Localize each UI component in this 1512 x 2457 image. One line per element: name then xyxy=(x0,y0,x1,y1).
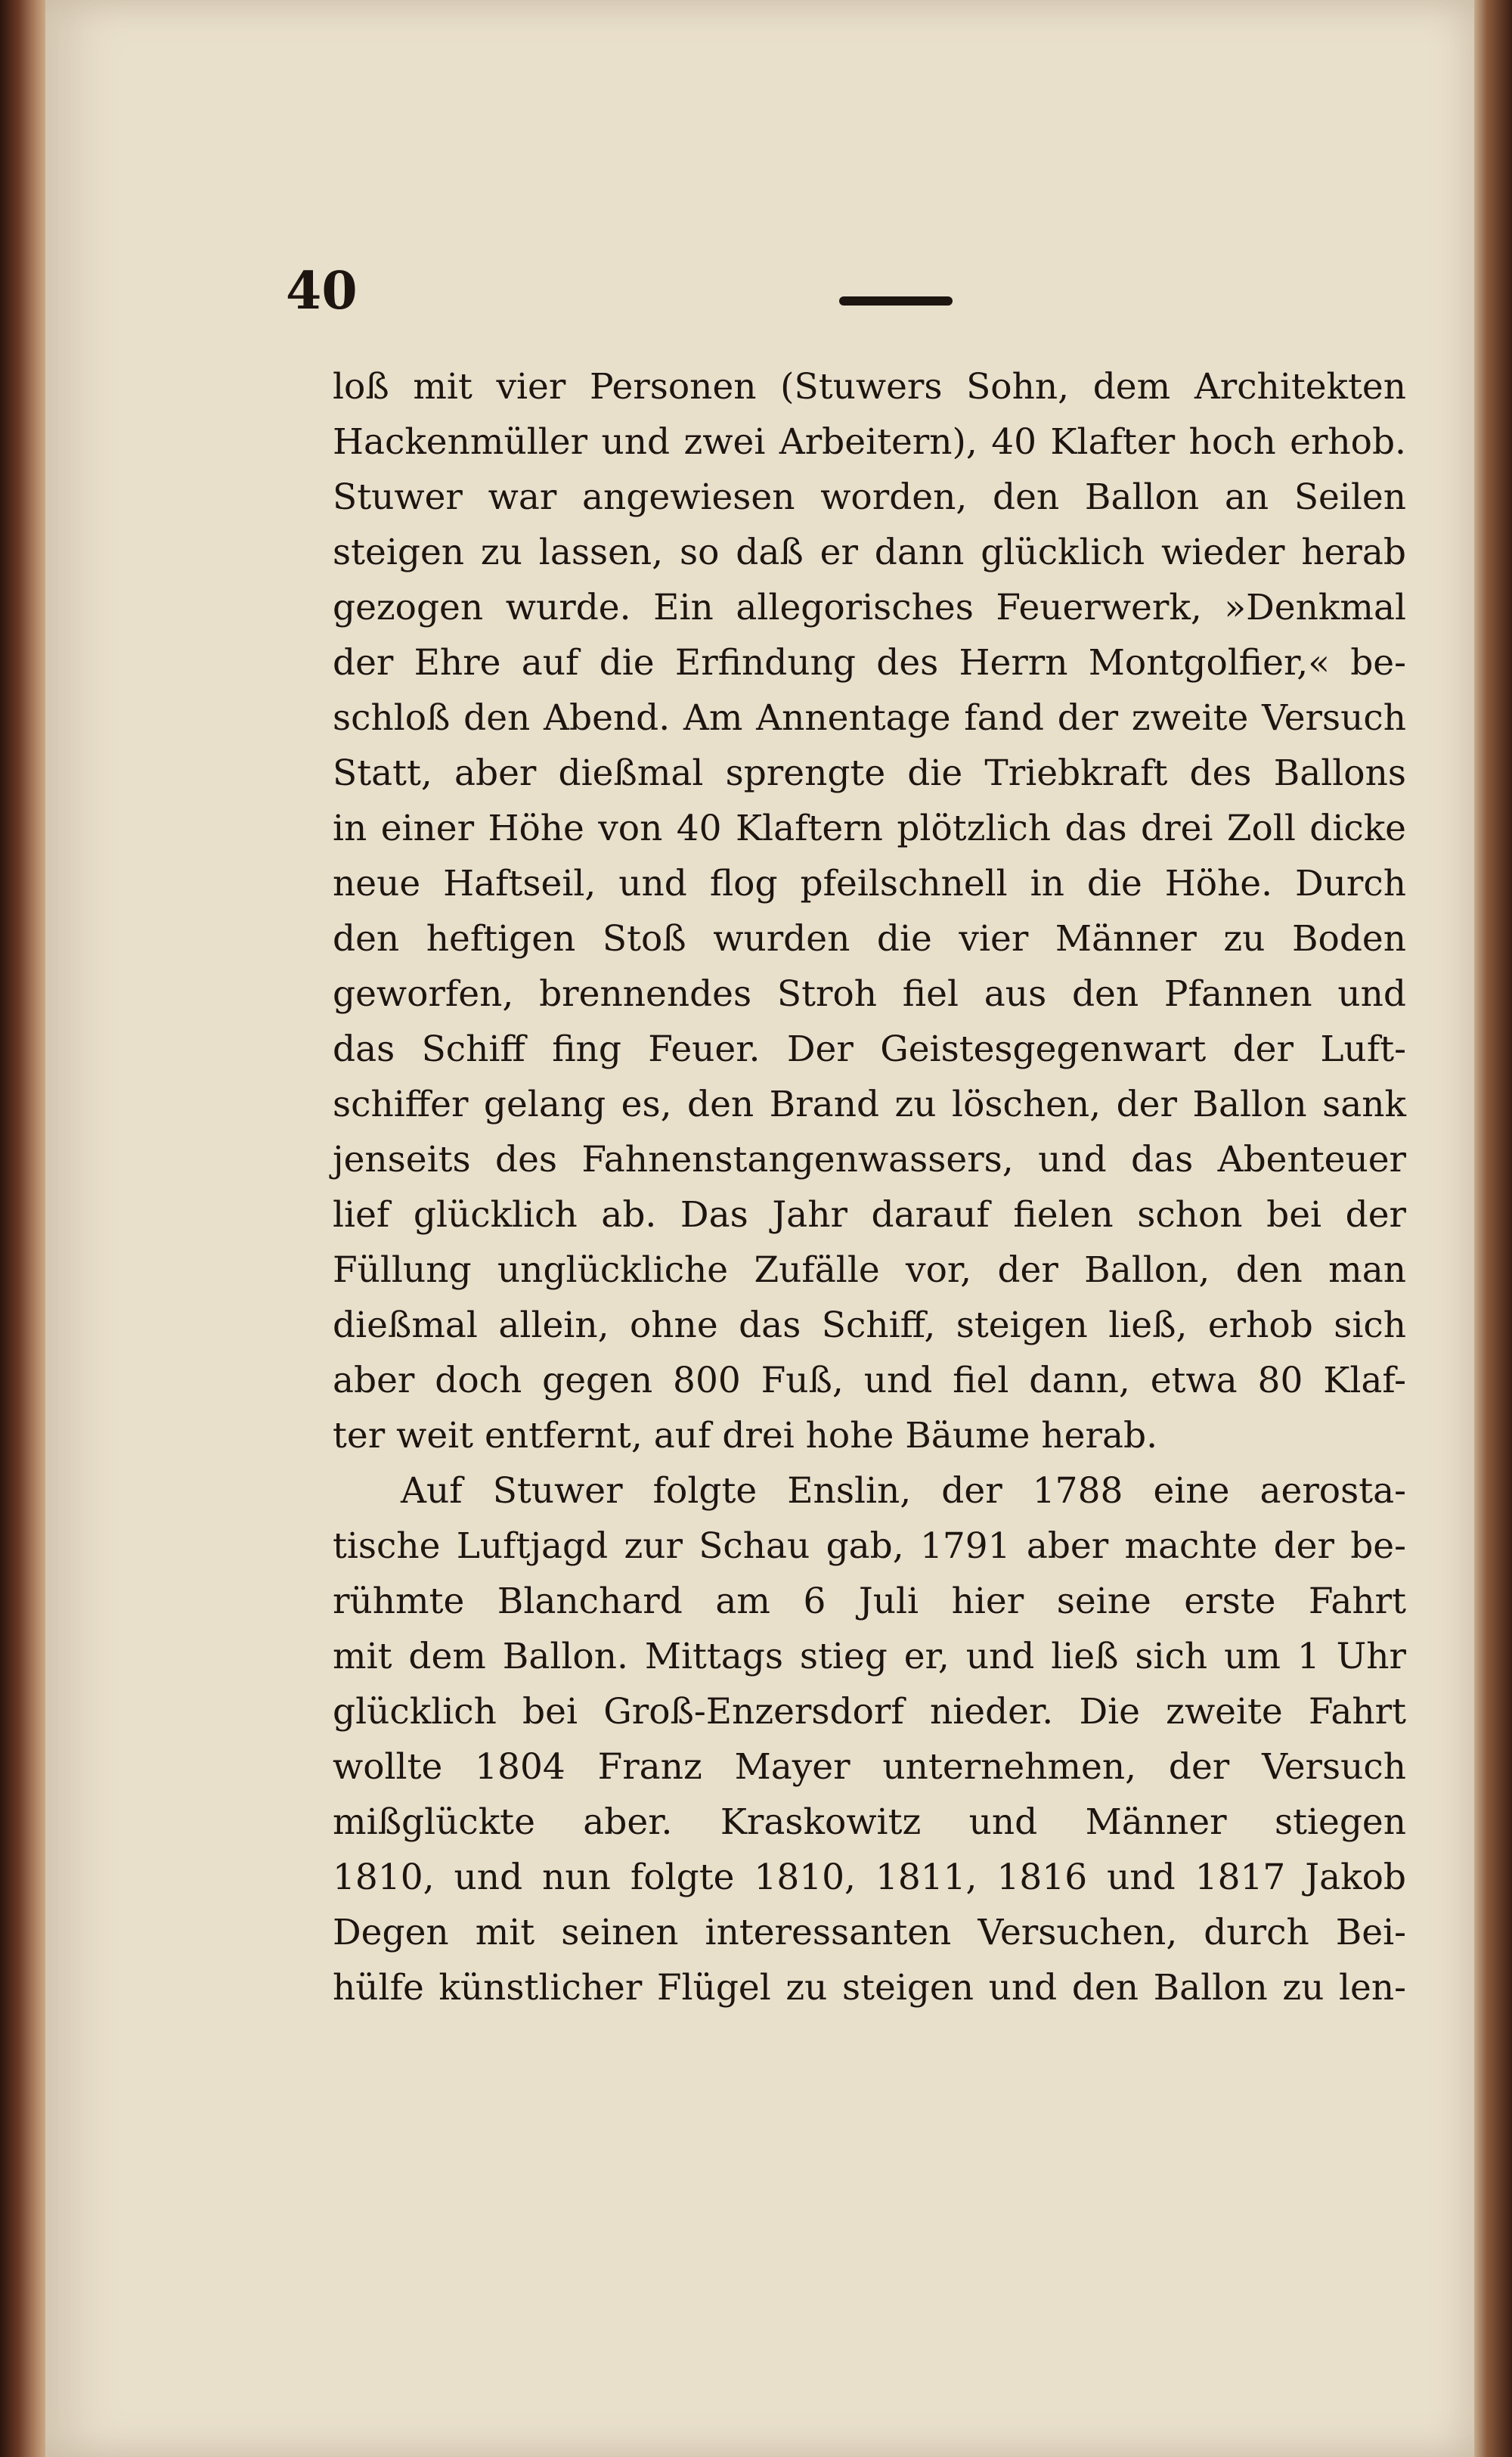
page-number: 40 xyxy=(286,261,358,321)
text-line: den heftigen Stoß wurden die vier Männer zu Boden xyxy=(333,918,1406,960)
text-line: ter weit entfernt, auf drei hohe Bäume herab. xyxy=(333,1415,1158,1457)
text-line: Füllung unglückliche Zufälle vor, der Ballon, den man xyxy=(333,1249,1406,1291)
text-line: schiffer gelang es, den Brand zu löschen, der Ballon sank xyxy=(333,1084,1406,1125)
book-page xyxy=(45,0,1474,2457)
body-text xyxy=(333,359,1406,2015)
text-line: mißglückte aber. Kraskowitz und Männer stiegen xyxy=(333,1801,1406,1843)
text-line: 1810, und nun folgte 1810, 1811, 1816 und 1817 Jakob xyxy=(333,1857,1406,1898)
text-line: dießmal allein, ohne das Schiff, steigen ließ, erhob sich xyxy=(333,1305,1406,1346)
text-line: Hackenmüller und zwei Arbeitern), 40 Klafter hoch erhob. xyxy=(333,421,1406,463)
text-line: glücklich bei Groß-Enzersdorf nieder. Die zweite Fahrt xyxy=(333,1691,1406,1733)
text-line: mit dem Ballon. Mittags stieg er, und ließ sich um 1 Uhr xyxy=(333,1636,1406,1677)
text-line: steigen zu lassen, so daß er dann glücklich wieder herab xyxy=(333,532,1406,573)
text-line: gezogen wurde. Ein allegorisches Feuerwerk, »Denkmal xyxy=(333,587,1406,628)
text-line: rühmte Blanchard am 6 Juli hier seine erste Fahrt xyxy=(333,1581,1406,1622)
page-stack-edge xyxy=(1470,0,1512,2457)
text-line: wollte 1804 Franz Mayer unternehmen, der Versuch xyxy=(333,1746,1406,1788)
text-line: hülfe künstlicher Flügel zu steigen und den Ballon zu len- xyxy=(333,1967,1406,2009)
text-line: loß mit vier Personen (Stuwers Sohn, dem Architekten xyxy=(333,366,1406,408)
text-line: schloß den Abend. Am Annentage fand der zweite Versuch xyxy=(333,697,1406,739)
text-line: geworfen, brennendes Stroh fiel aus den Pfannen und xyxy=(333,973,1406,1015)
text-line: jenseits des Fahnenstangenwassers, und das Abenteuer xyxy=(333,1139,1406,1180)
text-line: aber doch gegen 800 Fuß, und fiel dann, etwa 80 Klaf- xyxy=(333,1360,1406,1401)
text-line: Stuwer war angewiesen worden, den Ballon an Seilen xyxy=(333,476,1406,518)
text-line: der Ehre auf die Erfindung des Herrn Montgolfier,« be- xyxy=(333,642,1406,684)
text-line: in einer Höhe von 40 Klaftern plötzlich das drei Zoll dicke xyxy=(333,808,1406,849)
text-line: das Schiff fing Feuer. Der Geistesgegenwart der Luft- xyxy=(333,1028,1406,1070)
text-line: lief glücklich ab. Das Jahr darauf fielen schon bei der xyxy=(333,1194,1406,1236)
text-line: tische Luftjagd zur Schau gab, 1791 aber machte der be- xyxy=(333,1525,1406,1567)
text-line: neue Haftseil, und flog pfeilschnell in die Höhe. Durch xyxy=(333,863,1406,904)
header-ornament-rule xyxy=(839,296,953,306)
text-line: Degen mit seinen interessanten Versuchen, durch Bei- xyxy=(333,1912,1406,1953)
text-line: Statt, aber dießmal sprengte die Triebkraft des Ballons xyxy=(333,752,1406,794)
text-line: Auf Stuwer folgte Enslin, der 1788 eine aerosta- xyxy=(401,1470,1406,1512)
